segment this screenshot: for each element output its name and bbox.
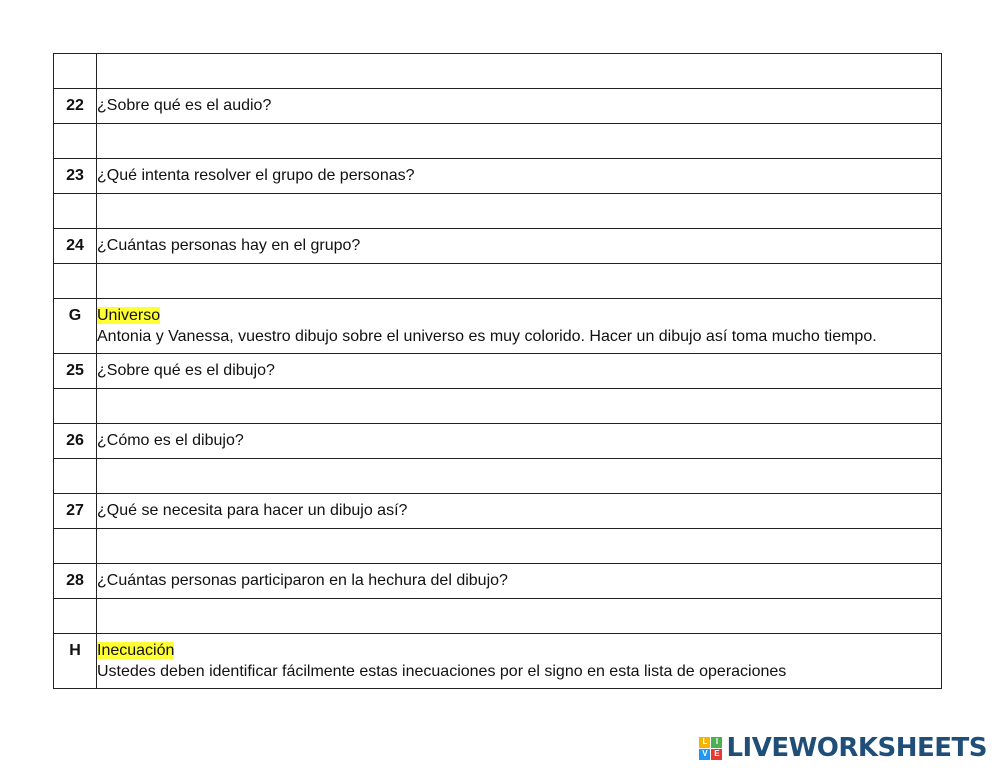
section-title: Inecuación bbox=[97, 642, 175, 659]
section-title: Universo bbox=[97, 307, 161, 324]
row-number bbox=[54, 389, 97, 424]
answer-row bbox=[54, 54, 942, 89]
row-number: 24 bbox=[54, 229, 97, 264]
row-number: 25 bbox=[54, 354, 97, 389]
question-text: ¿Qué se necesita para hacer un dibujo así? bbox=[97, 494, 942, 529]
question-row bbox=[54, 564, 942, 599]
section-text: Antonia y Vanessa, vuestro dibujo sobre el universo es muy colorido. Hacer un dibujo así toma mucho tiempo. bbox=[97, 327, 877, 345]
answer-cell[interactable] bbox=[97, 459, 942, 494]
question-row bbox=[54, 354, 942, 389]
section-text: Ustedes deben identificar fácilmente estas inecuaciones por el signo en esta lista de operaciones bbox=[97, 662, 787, 680]
question-row bbox=[54, 494, 942, 529]
row-number bbox=[54, 124, 97, 159]
row-number bbox=[54, 599, 97, 634]
row-number: 23 bbox=[54, 159, 97, 194]
answer-row bbox=[54, 459, 942, 494]
logo-icon-letter: L bbox=[699, 737, 710, 748]
logo-text: LIVEWORKSHEETS bbox=[726, 733, 987, 763]
question-row bbox=[54, 424, 942, 459]
logo-icon bbox=[699, 737, 722, 760]
row-number bbox=[54, 529, 97, 564]
answer-row bbox=[54, 194, 942, 229]
logo-icon-letter: I bbox=[711, 737, 722, 748]
answer-row bbox=[54, 389, 942, 424]
answer-row bbox=[54, 599, 942, 634]
answer-cell[interactable] bbox=[97, 54, 942, 89]
question-row bbox=[54, 159, 942, 194]
answer-cell[interactable] bbox=[97, 194, 942, 229]
question-row bbox=[54, 229, 942, 264]
row-number: 22 bbox=[54, 89, 97, 124]
row-number: 27 bbox=[54, 494, 97, 529]
worksheet-table bbox=[53, 53, 942, 689]
row-number: G bbox=[54, 299, 97, 354]
section-cell bbox=[97, 299, 942, 354]
row-number bbox=[54, 194, 97, 229]
section-row bbox=[54, 299, 942, 354]
answer-row bbox=[54, 529, 942, 564]
answer-cell[interactable] bbox=[97, 124, 942, 159]
question-text: ¿Sobre qué es el dibujo? bbox=[97, 354, 942, 389]
question-text: ¿Qué intenta resolver el grupo de personas? bbox=[97, 159, 942, 194]
question-text: ¿Cómo es el dibujo? bbox=[97, 424, 942, 459]
answer-cell[interactable] bbox=[97, 264, 942, 299]
question-text: ¿Cuántas personas participaron en la hechura del dibujo? bbox=[97, 564, 942, 599]
answer-cell[interactable] bbox=[97, 389, 942, 424]
section-row bbox=[54, 634, 942, 689]
row-number bbox=[54, 54, 97, 89]
answer-row bbox=[54, 264, 942, 299]
answer-cell[interactable] bbox=[97, 599, 942, 634]
answer-row bbox=[54, 124, 942, 159]
question-text: ¿Cuántas personas hay en el grupo? bbox=[97, 229, 942, 264]
row-number bbox=[54, 459, 97, 494]
logo-icon-letter: V bbox=[699, 749, 710, 760]
answer-cell[interactable] bbox=[97, 529, 942, 564]
row-number bbox=[54, 264, 97, 299]
question-row bbox=[54, 89, 942, 124]
question-text: ¿Sobre qué es el audio? bbox=[97, 89, 942, 124]
row-number: H bbox=[54, 634, 97, 689]
logo-icon-letter: E bbox=[711, 749, 722, 760]
row-number: 28 bbox=[54, 564, 97, 599]
row-number: 26 bbox=[54, 424, 97, 459]
liveworksheets-logo bbox=[699, 733, 987, 763]
section-cell bbox=[97, 634, 942, 689]
